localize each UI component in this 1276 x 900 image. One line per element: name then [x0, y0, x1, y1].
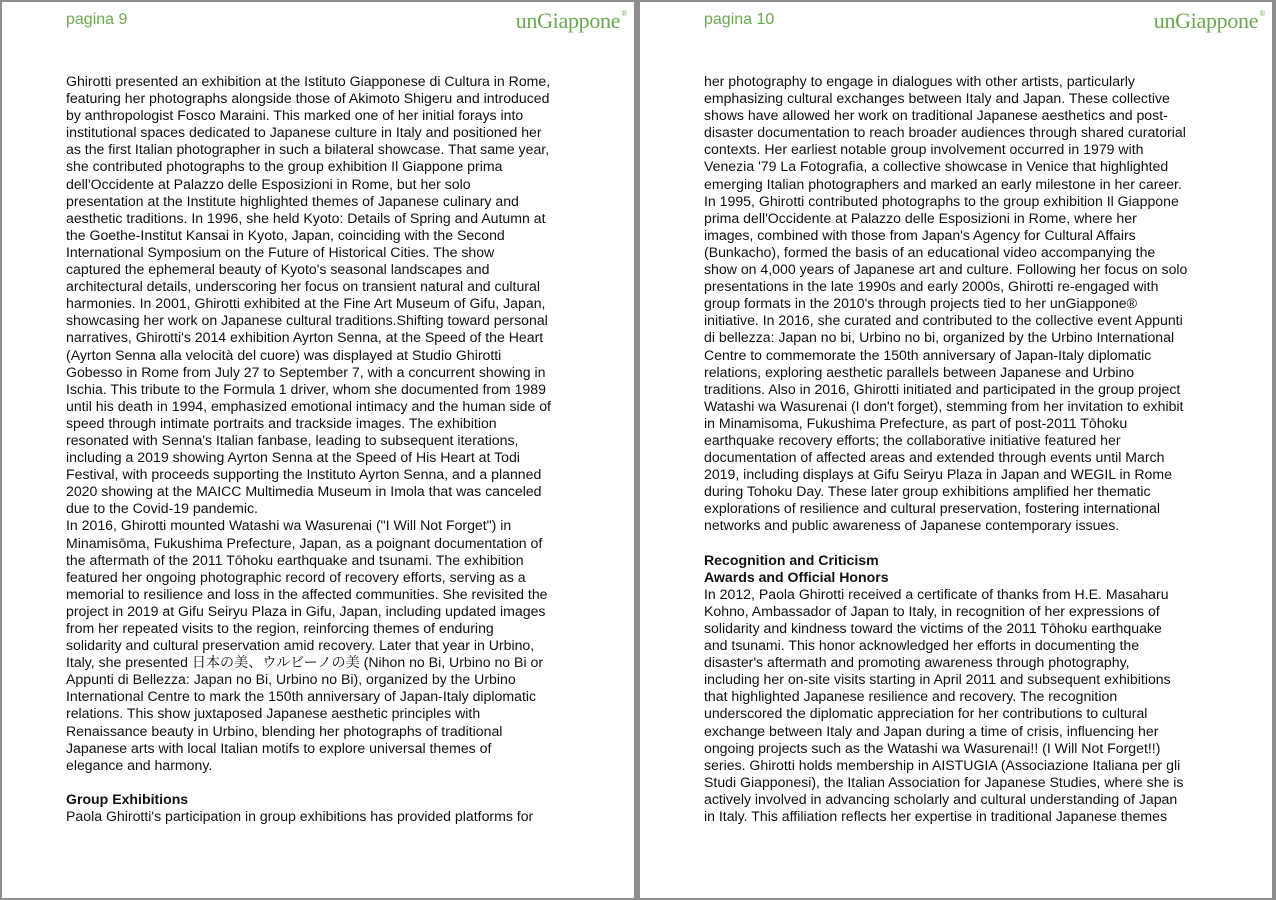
text-line: Minamisōma, Fukushima Prefecture, Japan, as a poignant documentation of [66, 534, 543, 551]
text-line: Appunti di Bellezza: Japan no Bi, Urbino no Bi), organized by the Urbino [66, 671, 516, 688]
text-line: until his death in 1994, emphasized emotional intimacy and the human side of [66, 397, 551, 414]
registered-mark: ® [621, 9, 627, 18]
text-line: resonated with Senna's Italian fanbase, leading to subsequent iterations, [66, 431, 519, 448]
text-line: emphasizing cultural exchanges between Italy and Japan. These collective [704, 90, 1170, 107]
brand-logo [1154, 8, 1265, 34]
text-line: shows have allowed her work on traditional Japanese aesthetics and post- [704, 107, 1168, 124]
text-line: in Italy. This affiliation reflects her expertise in traditional Japanese themes [704, 808, 1167, 825]
text-line: elegance and harmony. [66, 756, 213, 773]
text-line: Italy, she presented 日本の美、ウルビーノの美 (Nihon no Bi, Urbino no Bi or [66, 654, 544, 671]
text-line: by anthropologist Fosco Maraini. This marked one of her initial forays into [66, 107, 524, 124]
brand-logo [516, 8, 627, 34]
text-line: di bellezza: Japan no bi, Urbino no bi, organized by the Urbino International [704, 329, 1175, 346]
text-line: contexts. Her earliest notable group involvement occurred in 1979 with [704, 141, 1144, 158]
text-line: solidarity and cultural preservation amid recovery. Later that year in Urbino, [66, 637, 535, 654]
text-line: initiative. In 2016, she curated and contributed to the collective event Appunti [704, 312, 1183, 329]
text-line: disaster documentation to reach broader audiences through shared curatorial [704, 124, 1186, 141]
page-left [2, 2, 634, 898]
text-line: Venezia '79 La Fotografia, a collective showcase in Venice that highlighted [704, 158, 1169, 175]
text-line: ongoing projects such as the Watashi wa Wasurenai!! (I Will Not Forget!!) [704, 739, 1161, 756]
text-line: featured her ongoing photographic record of recovery efforts, serving as a [66, 568, 526, 585]
page-number: pagina 9 [66, 11, 128, 28]
text-line: in Minamisoma, Fukushima Prefecture, as part of post-2011 Tōhoku [704, 414, 1128, 431]
text-line: including her on-site visits starting in April 2011 and subsequent exhibitions [704, 671, 1171, 688]
text-line: and tsunami. This honor acknowledged her efforts in documenting the [704, 637, 1140, 654]
text-line: exchange between Italy and Japan during a time of crisis, influencing her [704, 722, 1159, 739]
text-line: Centre to commemorate the 150th anniversary of Japan-Italy diplomatic [704, 346, 1152, 363]
text-line: her photography to engage in dialogues with other artists, particularly [704, 73, 1135, 89]
text-line: due to the Covid-19 pandemic. [66, 500, 258, 517]
text-line: (Bunkacho), formed the basis of an educational video accompanying the [704, 243, 1156, 260]
text-line: project in 2019 at Gifu Seiryu Plaza in Gifu, Japan, including updated images [66, 602, 546, 619]
brand-name: unGiappone [1153, 8, 1259, 33]
page-number: pagina 10 [704, 11, 775, 28]
text-line: memorial to resilience and loss in the affected communities. She revisited the [66, 585, 548, 602]
page-right [640, 2, 1272, 898]
text-line: during Tohoku Day. These later group exhibitions amplified her thematic [704, 483, 1151, 500]
text-line: emerging Italian photographers and marked an early milestone in her career. [704, 175, 1182, 192]
section-heading: Group Exhibitions [66, 790, 189, 807]
text-line: solidarity and kindness toward the victims of the 2011 Tōhoku earthquake [704, 620, 1162, 636]
text-line: documentation of affected areas and extended through events until March [704, 449, 1165, 466]
text-line: Festival, with proceeds supporting the Instituto Ayrton Senna, and a planned [66, 466, 542, 483]
text-line: relations. This show juxtaposed Japanese aesthetic principles with [66, 705, 481, 722]
text-line: including a 2019 showing Ayrton Senna at the Speed of His Heart at Todi [66, 449, 520, 466]
text-line: narratives, Ghirotti's 2014 exhibition Ayrton Senna, at the Speed of the Heart [66, 329, 544, 346]
text-line: architectural details, underscoring her focus on transient natural and cultural [66, 278, 540, 295]
text-line: captured the ephemeral beauty of Kyoto's seasonal landscapes and [66, 261, 490, 278]
text-line: underscored the diplomatic appreciation for her contributions to cultural [704, 705, 1148, 722]
text-line: (Ayrton Senna alla velocità del cuore) was displayed at Studio Ghirotti [66, 346, 502, 363]
body-text [66, 73, 586, 825]
text-line: Ischia. This tribute to the Formula 1 driver, whom she documented from 1989 [66, 380, 546, 397]
paragraph-spacer [704, 535, 1229, 552]
text-line: the aftermath of the 2011 Tōhoku earthquake and tsunami. The exhibition [66, 551, 524, 568]
text-line: group formats in the 2010's through projects tied to her unGiappone® [704, 295, 1138, 312]
text-line: images, combined with those from Japan's Agency for Cultural Affairs [704, 226, 1136, 243]
text-line: Ghirotti presented an exhibition at the Istituto Giapponese di Cultura in Rome, [66, 73, 551, 89]
text-line: networks and public awareness of Japanese contemporary issues. [704, 517, 1120, 534]
text-line: series. Ghirotti holds membership in AISTUGIA (Associazione Italiana per gli [704, 756, 1181, 773]
text-line: 2020 showing at the MAICC Multimedia Museum in Imola that was canceled [66, 483, 542, 500]
text-line: as the first Italian photographer in such a bilateral showcase. That same year, [66, 141, 550, 158]
paragraph-spacer [66, 774, 586, 791]
text-line: institutional spaces dedicated to Japanese culture in Italy and positioned her [66, 124, 542, 141]
text-line: speed through intimate portraits and trackside images. The exhibition [66, 414, 497, 431]
text-line: Studi Giapponesi), the Italian Association for Japanese Studies, where she is [704, 773, 1184, 790]
text-line: In 2016, Ghirotti mounted Watashi wa Wasurenai ("I Will Not Forget") in [66, 517, 512, 534]
text-line: show on 4,000 years of Japanese art and culture. Following her focus on solo [704, 261, 1188, 278]
text-line: Watashi wa Wasurenai (I don't forget), stemming from her invitation to exhibit [704, 397, 1184, 414]
text-line: Japanese arts with local Italian motifs to explore universal themes of [66, 739, 492, 756]
text-line: In 1995, Ghirotti contributed photographs to the group exhibition Il Giappone [704, 192, 1179, 209]
text-line: presentation at the Institute highlighted themes of Japanese culinary and [66, 192, 519, 209]
text-line: disaster's aftermath and promoting awareness through photography, [704, 654, 1130, 671]
text-line: Paola Ghirotti's participation in group exhibitions has provided platforms for [66, 808, 534, 825]
text-line: that highlighted Japanese resilience and recovery. The recognition [704, 688, 1118, 705]
text-line: In 2012, Paola Ghirotti received a certificate of thanks from H.E. Masaharu [704, 585, 1169, 602]
text-line: earthquake recovery efforts; the collaborative initiative featured her [704, 431, 1121, 448]
text-line: Gobesso in Rome from July 27 to September 7, with a concurrent showing in [66, 363, 546, 380]
text-line: aesthetic traditions. In 1996, she held Kyoto: Details of Spring and Autumn at [66, 209, 546, 226]
subsection-heading: Awards and Official Honors [704, 568, 889, 585]
brand-name: unGiappone [515, 8, 621, 33]
text-line: prima dell'Occidente at Palazzo delle Esposizioni in Rome, where her [704, 209, 1137, 226]
section-heading: Recognition and Criticism [704, 551, 879, 568]
text-line: featuring her photographs alongside those of Akimoto Shigeru and introduced [66, 90, 550, 107]
text-line: Renaissance beauty in Urbino, blending her photographs of traditional [66, 722, 503, 739]
text-line: showcasing her work on Japanese cultural traditions.Shifting toward personal [66, 312, 548, 329]
body-text [704, 73, 1229, 825]
text-line: she contributed photographs to the group exhibition Il Giappone prima [66, 158, 503, 175]
registered-mark: ® [1259, 9, 1265, 18]
text-line: International Symposium on the Future of Historical Cities. The show [66, 243, 495, 260]
text-line: traditions. Also in 2016, Ghirotti initiated and participated in the group project [704, 380, 1181, 397]
text-line: relations, exploring aesthetic parallels between Japanese and Urbino [704, 363, 1135, 380]
text-line: actively involved in advancing scholarly and cultural understanding of Japan [704, 790, 1178, 807]
text-line: explorations of resilience and cultural preservation, fostering international [704, 500, 1160, 517]
text-line: International Centre to mark the 150th anniversary of Japan-Italy diplomatic [66, 688, 537, 705]
text-line: presentations in the late 1990s and early 2000s, Ghirotti re-engaged with [704, 278, 1159, 295]
text-line: 2019, including displays at Gifu Seiryu Plaza in Japan and WEGIL in Rome [704, 466, 1172, 483]
text-line: dell'Occidente at Palazzo delle Esposizioni in Rome, but her solo [66, 175, 471, 192]
text-line: Kohno, Ambassador of Japan to Italy, in recognition of her expressions of [704, 602, 1160, 619]
text-line: from her repeated visits to the region, reinforcing themes of enduring [66, 620, 494, 636]
text-line: the Goethe-Institut Kansai in Kyoto, Japan, coinciding with the Second [66, 226, 505, 243]
text-line: harmonies. In 2001, Ghirotti exhibited at the Fine Art Museum of Gifu, Japan, [66, 295, 546, 312]
